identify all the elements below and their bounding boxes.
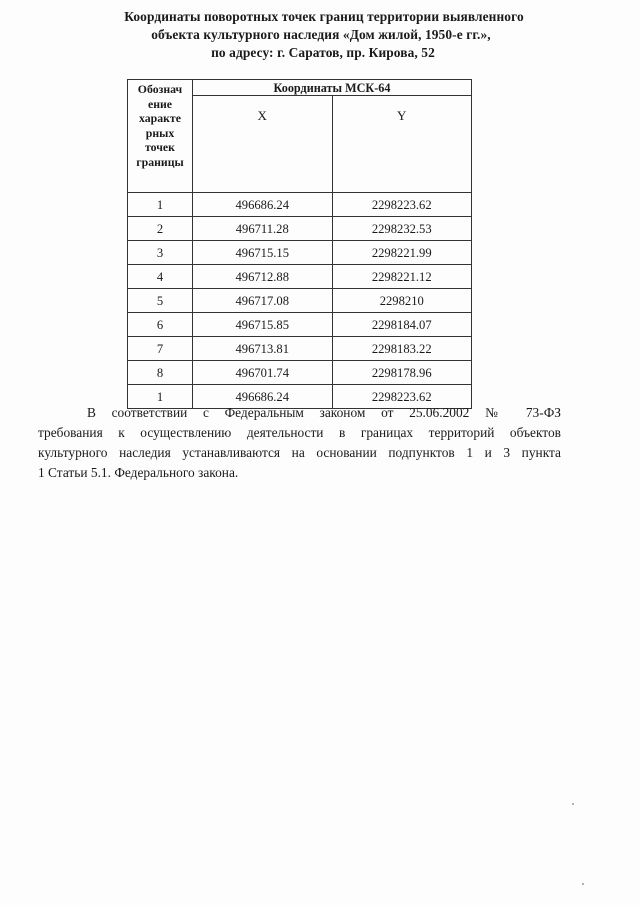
x-cell: 496715.85: [193, 313, 333, 337]
point-cell: 7: [128, 337, 193, 361]
y-cell: 2298221.12: [332, 265, 472, 289]
x-cell: 496713.81: [193, 337, 333, 361]
y-cell: 2298221.99: [332, 241, 472, 265]
x-cell: 496711.28: [193, 217, 333, 241]
x-cell: 496701.74: [193, 361, 333, 385]
title-line-2: объекта культурного наследия «Дом жилой, 1950-е гг.»,: [151, 27, 491, 42]
document-title: [40, 8, 600, 62]
point-cell: 6: [128, 313, 193, 337]
x-cell: 496686.24: [193, 193, 333, 217]
x-column-header: X: [193, 96, 333, 193]
point-cell: 5: [128, 289, 193, 313]
table-row: [128, 217, 472, 241]
y-column-header: Y: [332, 96, 472, 193]
table-row: [128, 313, 472, 337]
y-cell: 2298178.96: [332, 361, 472, 385]
paragraph-line-3: культурного наследия устанавливаются на основании подпунктов 1 и 3 пункта: [38, 445, 561, 460]
paragraph-line-4: 1 Статьи 5.1. Федерального закона.: [38, 465, 239, 480]
table-row: [128, 337, 472, 361]
table-row: [128, 289, 472, 313]
point-designation-header-text: Обознач ение характе рных точек границы: [136, 82, 184, 169]
point-cell: 3: [128, 241, 193, 265]
x-cell: 496686.24: [193, 385, 333, 409]
title-line-3: по адресу: г. Саратов, пр. Кирова, 52: [211, 45, 435, 60]
paragraph-line-1-text: В соответствии с Федеральным законом от 25.06.2002 № 73-ФЗ: [87, 405, 561, 420]
paragraph-line-2: требования к осуществлению деятельности в границах территорий объектов: [38, 425, 561, 440]
point-cell: 4: [128, 265, 193, 289]
x-cell: 496712.88: [193, 265, 333, 289]
point-cell: 1: [128, 193, 193, 217]
point-cell: 8: [128, 361, 193, 385]
paragraph-line-1: [38, 403, 561, 423]
legal-basis-paragraph: [38, 403, 561, 483]
msk64-header: Координаты МСК-64: [193, 80, 472, 96]
point-designation-header: [128, 80, 193, 193]
table-row: [128, 361, 472, 385]
table-row: [128, 241, 472, 265]
y-cell: 2298183.22: [332, 337, 472, 361]
table-row: [128, 265, 472, 289]
y-cell: 2298223.62: [332, 193, 472, 217]
point-cell: 1: [128, 385, 193, 409]
y-cell: 2298232.53: [332, 217, 472, 241]
scan-speck: [572, 803, 574, 805]
title-line-1: Координаты поворотных точек границ территории выявленного: [124, 9, 524, 24]
coordinates-table: [127, 79, 472, 409]
x-cell: 496717.08: [193, 289, 333, 313]
point-cell: 2: [128, 217, 193, 241]
y-cell: 2298210: [332, 289, 472, 313]
x-cell: 496715.15: [193, 241, 333, 265]
table-row: [128, 193, 472, 217]
y-cell: 2298223.62: [332, 385, 472, 409]
y-cell: 2298184.07: [332, 313, 472, 337]
scan-speck: [582, 883, 584, 885]
